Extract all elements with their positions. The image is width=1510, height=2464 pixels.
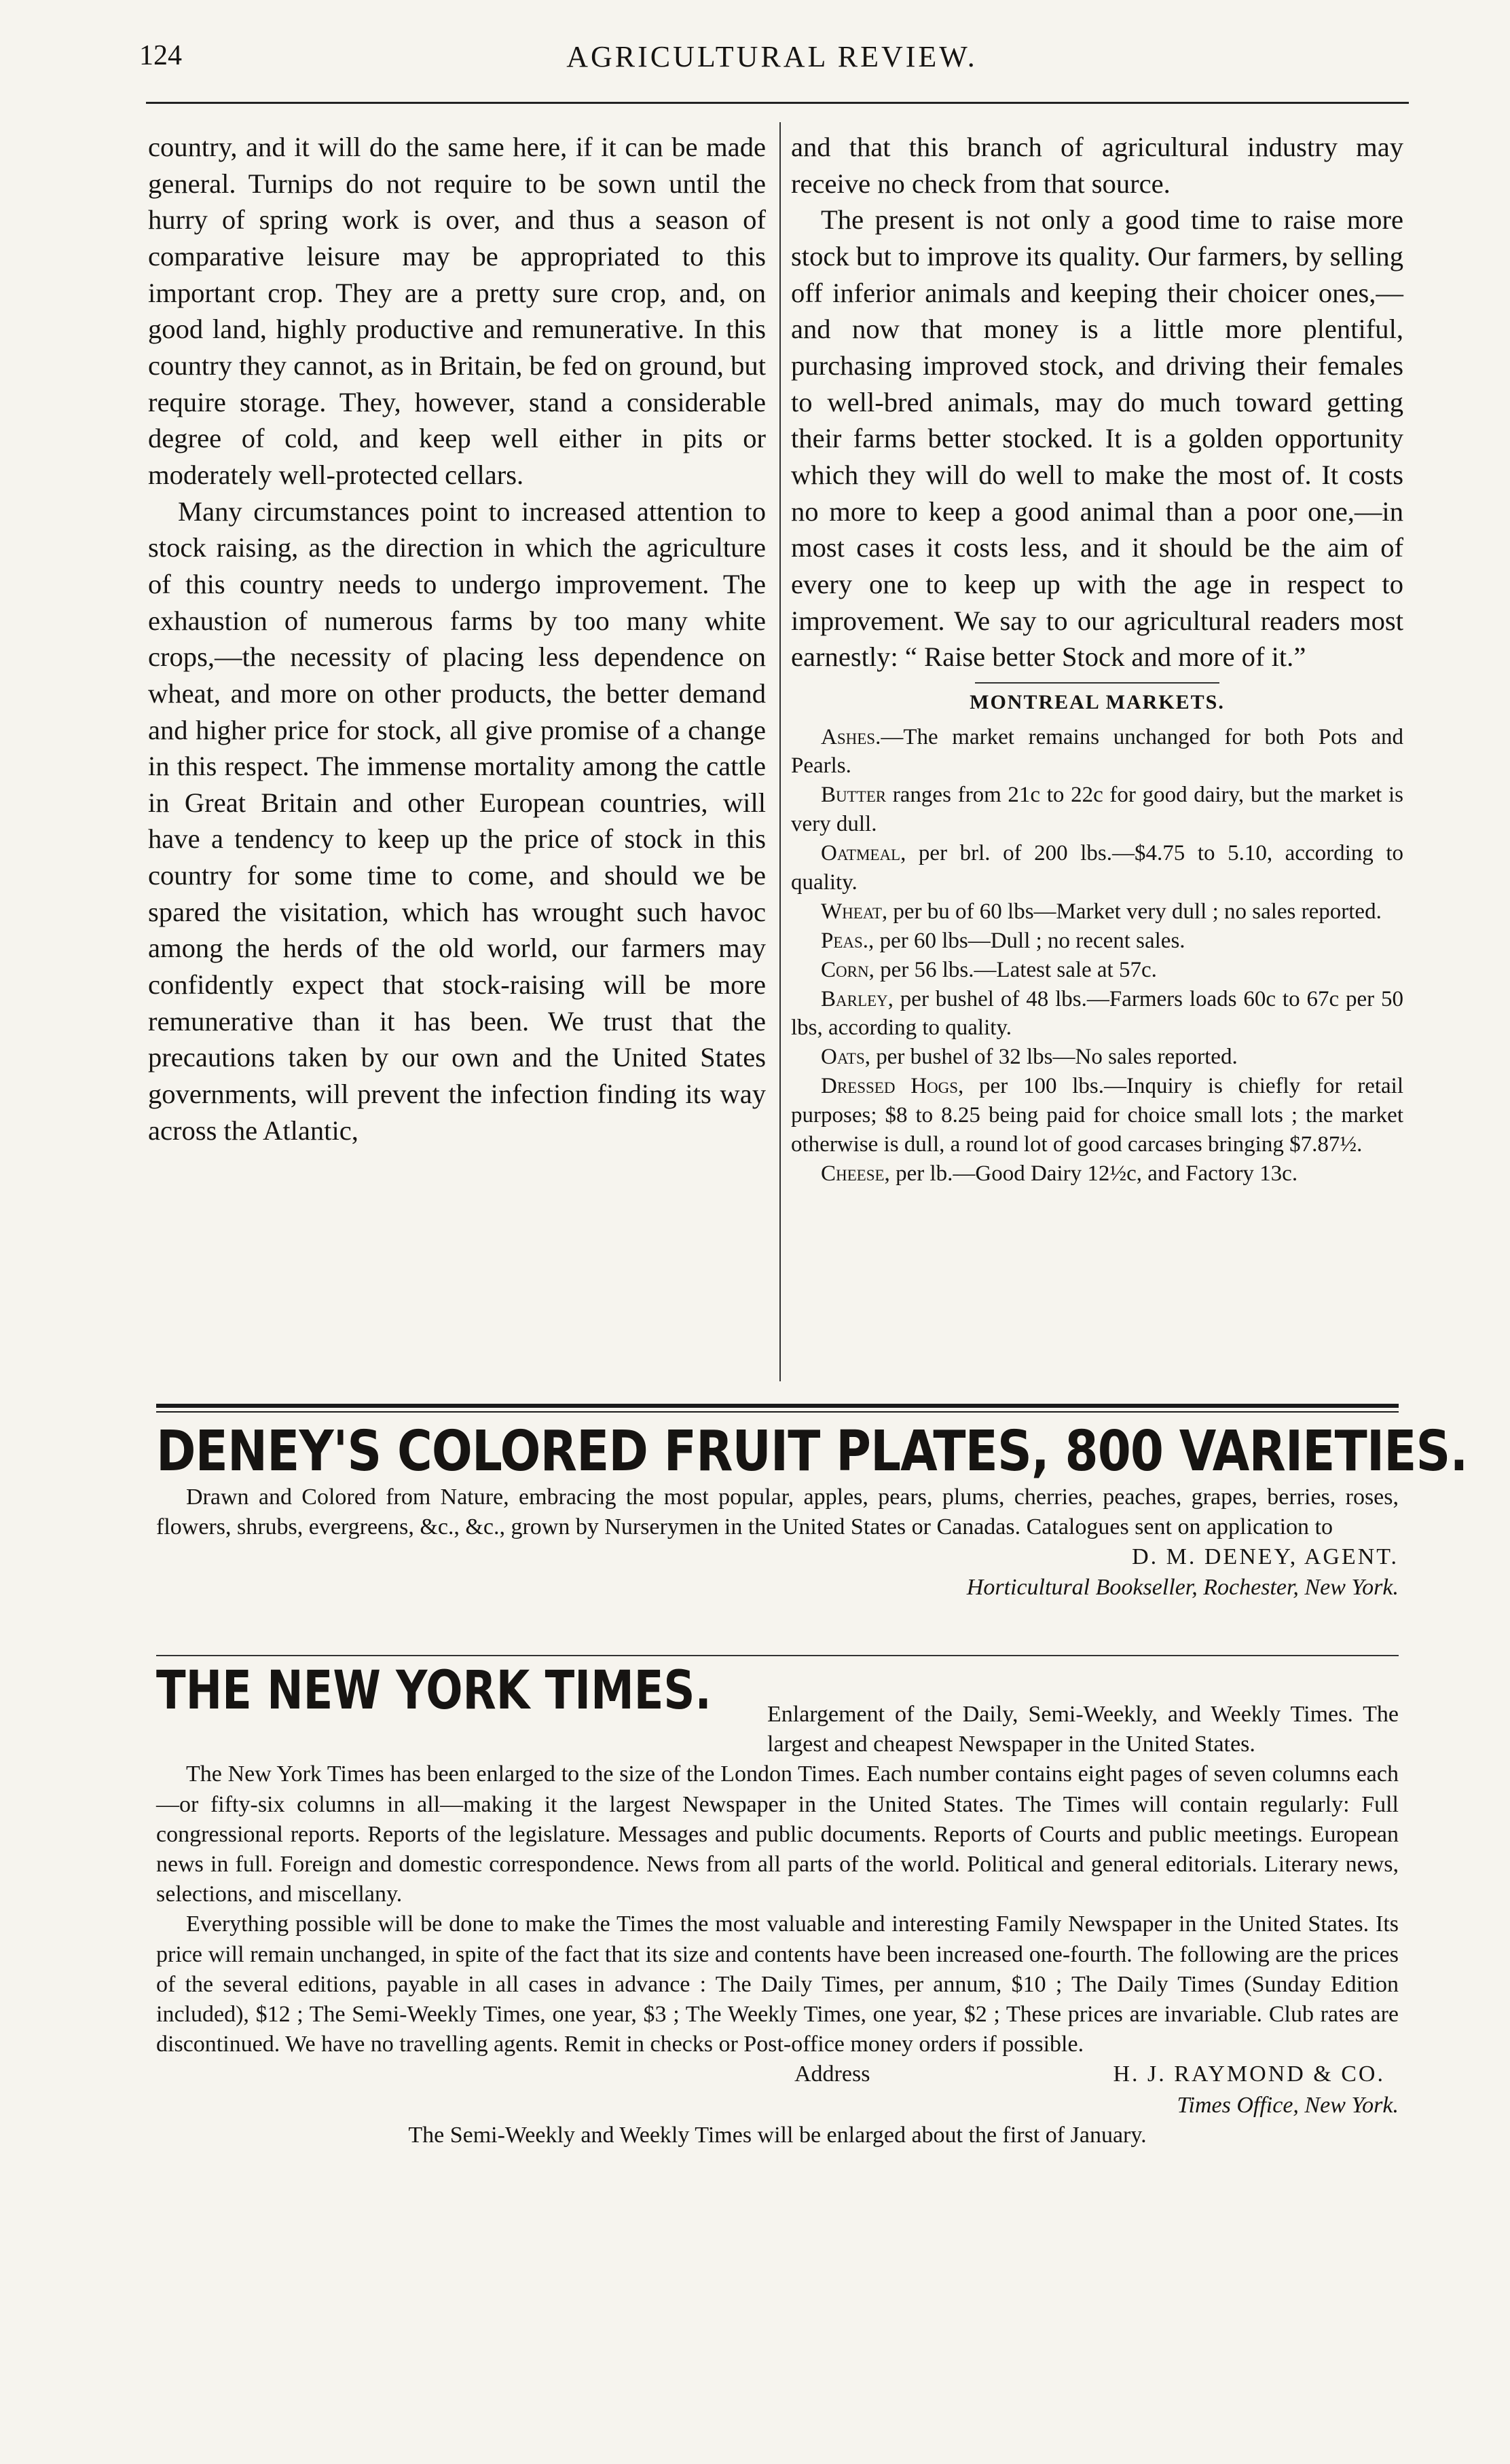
nyt-address-name: H. J. RAYMOND & CO.	[1113, 2061, 1385, 2087]
market-item-text: per 56 lbs.—Latest sale at 57c.	[874, 957, 1157, 982]
nyt-headline: THE NEW YORK TIMES.	[156, 1660, 712, 1721]
market-item-text: per 60 lbs—Dull ; no recent sales.	[874, 928, 1185, 953]
nyt-paragraph-2: Everything possible will be done to make the Times the most valuable and interesting Family Newspaper in the United States. Its price will remain unchanged, in spite of the fact that its size and contents have been increased one-fourth. The following are the prices of the several editions, payable in all cases in advance : The Daily Times, per annum, $10 ; The Daily Times (Sunday Edition included), $12 ; The Semi-Weekly Times, one year, $3 ; The Weekly Times, one year, $2 ; These prices are invariable. Club rates are discontinued. We have no travelling agents. Remit in checks or Post-office money orders if possible.	[156, 1911, 1399, 2057]
deney-agent: D. M. DENEY, AGENT.	[1132, 1544, 1399, 1570]
market-item	[791, 956, 1403, 985]
markets-list	[791, 723, 1403, 1189]
market-item-text: per bu of 60 lbs—Market very dull ; no sales reported.	[887, 899, 1382, 924]
market-item	[791, 781, 1403, 839]
market-item-text: per brl. of 200 lbs.—$4.75 to 5.10, according to quality.	[791, 841, 1403, 895]
market-item	[791, 1043, 1403, 1072]
market-item-name: Wheat,	[821, 899, 888, 924]
market-item-name: Cheese,	[821, 1161, 890, 1186]
right-column	[791, 129, 1403, 1412]
right-paragraph-2: The present is not only a good time to raise more stock but to improve its quality. Our farmers, by selling off inferior animals and keeping their choicer ones,—and now that money is a little more plentiful, purchasing improved stock, and driving their females to well-bred animals, may do much toward getting their farms better stocked. It is a golden opportunity which they will do well to make the most of. It costs no more to keep a good animal than a poor one,—in most cases it costs less, and it should be the aim of every one to keep up with the age in respect to improvement. We say to our agricultural readers most earnestly: “ Raise better Stock and more of it.”	[791, 204, 1403, 673]
market-item-text: ranges from 21c to 22c for good dairy, but the market is very dull.	[791, 783, 1403, 837]
market-item	[791, 985, 1403, 1043]
running-title: AGRICULTURAL REVIEW.	[566, 40, 978, 73]
markets-rule	[975, 682, 1220, 684]
market-item	[791, 897, 1403, 927]
nyt-advertisement	[156, 1660, 1399, 2151]
nyt-address-label: Address	[794, 2061, 870, 2087]
market-item-name: Butter	[821, 783, 887, 808]
market-item-text: per bushel of 32 lbs—No sales reported.	[870, 1045, 1238, 1070]
deney-body: Drawn and Colored from Nature, embracing the most popular, apples, pears, plums, cherries, peaches, grapes, berries, roses, flowers, shrubs, evergreens, &c., &c., grown by Nurserymen in the United States or Canadas. Catalogues sent on application to	[156, 1485, 1399, 1540]
deney-agent-title: Horticultural Bookseller, Rochester, New York.	[966, 1574, 1399, 1600]
right-paragraph-1: and that this branch of agricultural industry may receive no check from that source.	[791, 132, 1403, 199]
market-item	[791, 839, 1403, 897]
market-item-name: Ashes.	[821, 724, 881, 749]
ad-separator-rule	[156, 1655, 1399, 1656]
running-head	[139, 39, 1405, 80]
nyt-paragraph-1: The New York Times has been enlarged to the size of the London Times. Each number contains eight pages of seven columns each—or fifty-six columns in all—making it the largest Newspaper in the United States. The Times will contain regularly: Full congressional reports. Reports of the legislature. Messages and public documents. Reports of Courts and public meetings. European news in full. Foreign and domestic correspondence. News from all parts of the world. Political and general editorials. Literary news, selections, and miscellany.	[156, 1761, 1399, 1907]
market-item-text: per 100 lbs.—Inquiry is chiefly for retail purposes; $8 to 8.25 being paid for choice small lots ; the market otherwise is dull, a round lot of good carcases bringing $7.87½.	[791, 1074, 1403, 1157]
left-paragraph-2: Many circumstances point to increased attention to stock raising, as the direction in which the agriculture of this country needs to undergo improvement. The exhaustion of numerous farms by too many white crops,—the necessity of placing less dependence on wheat, and more on other products, the better demand and higher price for stock, all give promise of a change in this respect. The immense mortality among the cattle in Great Britain and other European countries, will have a tendency to keep up the price of stock in this country for some time to come, and should we be spared the visitation, which has wrought such havoc among the herds of the old world, our farmers may confidently expect that stock-raising will be more remunerative than it has been. We trust that the precautions taken by our own and the United States governments, will prevent the infection finding its way across the Atlantic,	[148, 496, 766, 1146]
left-paragraph-1: country, and it will do the same here, if it can be made general. Turnips do not require to be sown until the hurry of spring work is over, and thus a season of comparative leisure may be appropriated to this important crop. They are a pretty sure crop, and, on good land, highly productive and remunerative. In this country they cannot, as in Britain, be fed on ground, but require storage. They, however, stand a considerable degree of cold, and keep well either in pits or moderately well-protected cellars.	[148, 132, 766, 490]
market-item	[791, 1159, 1403, 1189]
nyt-footer: The Semi-Weekly and Weekly Times will be enlarged about the first of January.	[408, 2123, 1147, 2148]
markets-title: MONTREAL MARKETS.	[970, 690, 1225, 713]
market-item-text: —The market remains unchanged for both Pots and Pearls.	[791, 724, 1403, 779]
market-item-name: Oatmeal,	[821, 841, 906, 866]
market-item	[791, 723, 1403, 781]
market-item-name: Dressed Hogs,	[821, 1074, 964, 1099]
header-rule	[146, 102, 1409, 104]
market-item-name: Peas.,	[821, 928, 874, 953]
market-item-text: per lb.—Good Dairy 12½c, and Factory 13c.	[889, 1161, 1298, 1186]
left-column	[148, 129, 766, 1412]
column-separator	[779, 122, 781, 1381]
section-double-rule	[156, 1404, 1399, 1413]
deney-advertisement	[156, 1419, 1468, 1603]
market-item	[791, 927, 1403, 956]
page-number: 124	[139, 40, 182, 71]
nyt-tagline: Enlargement of the Daily, Semi-Weekly, and Weekly Times. The largest and cheapest Newspaper in the United States.	[767, 1702, 1399, 1757]
market-item-text: per bushel of 48 lbs.—Farmers loads 60c to 67c per 50 lbs, according to quality.	[791, 986, 1403, 1041]
nyt-address-line	[156, 2059, 1399, 2091]
nyt-address-place: Times Office, New York.	[1177, 2093, 1399, 2118]
market-item	[791, 1072, 1403, 1159]
market-item-name: Barley,	[821, 986, 894, 1011]
deney-headline: DENEY'S COLORED FRUIT PLATES, 800 VARIETIES.	[156, 1419, 1468, 1484]
market-item-name: Oats,	[821, 1045, 870, 1070]
market-item-name: Corn,	[821, 957, 874, 982]
